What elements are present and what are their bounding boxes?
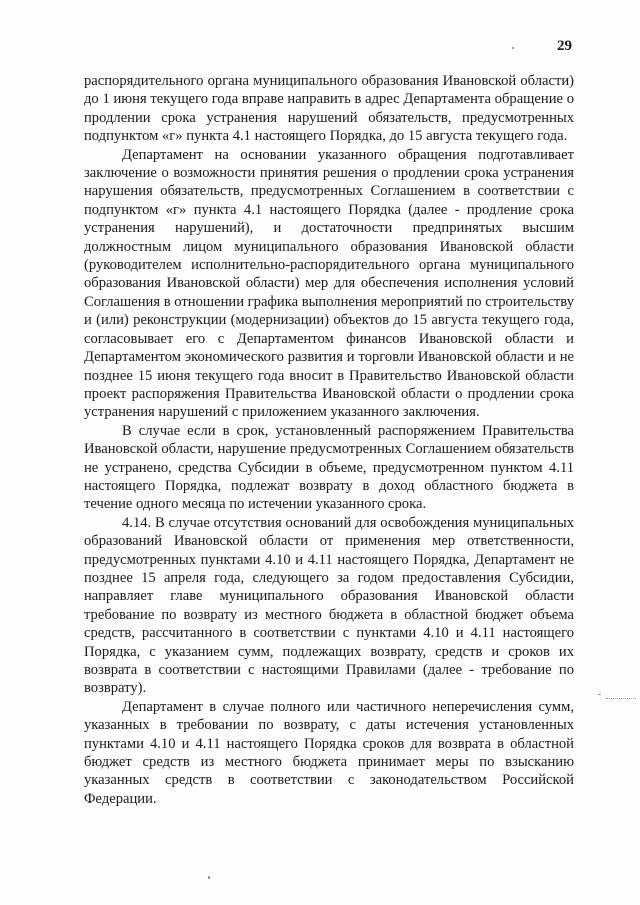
scan-margin-mark (606, 698, 636, 699)
scan-speck (598, 694, 601, 695)
document-body (84, 72, 574, 808)
page-number: 29 (557, 38, 572, 54)
paragraph-continuation: распорядительного органа муниципального образования Ивановской области) до 1 июня текущего года вправе направить в адрес Департамента обращение о продлении срока устранения нарушений обязательств, предусмотренных подпунктом «г» пункта 4.1 настоящего Порядка, до 15 августа текущего года. (84, 73, 574, 145)
scan-speck (512, 47, 514, 49)
paragraph-department-conclusion: Департамент на основании указанного обращения подготавливает заключение о возможности принятия решения о продлении срока устранения нарушения обязательств, предусмотренных Соглашением в соответствии с подпунктом «г» пункта 4.1 настоящего Порядка (далее - продление срока устранения нарушений), и достаточности предпринятых высшим должностным лицом муниципального образования Ивановской области (руководителем исполнительно-распорядительного органа муниципального образования Ивановской области) мер для обеспечения исполнения условий Соглашения в отношении графика выполнения мероприятий по строительству и (или) реконструкции (модернизации) объектов до 15 августа текущего года, согласовывает его с Департаментом финансов Ивановской области и Департаментом экономического развития и торговли Ивановской области и не позднее 15 июня текущего года вносит в Правительство Ивановской области проект распоряжения Правительства Ивановской области о продлении срока устранения нарушений с приложением указанного заключения. (84, 146, 574, 421)
paragraph-subsidy-return: В случае если в срок, установленный распоряжением Правительства Ивановской области, нарушение предусмотренных Соглашением обязательств не устранено, средства Субсидии в объеме, предусмотренном пунктом 4.11 настоящего Порядка, подлежат возврату в доход областного бюджета в течение одного месяца по истечении указанного срока. (84, 422, 574, 513)
paragraph-recovery-measures: Департамент в случае полного или частичного неперечисления сумм, указанных в требовании по возврату, с даты истечения установленных пунктами 4.10 и 4.11 настоящего Порядка сроков для возврата в областной бюджет средств из местного бюджета принимает меры по взысканию указанных средств в соответствии с законодательством Российской Федерации. (84, 698, 574, 807)
scan-speck (208, 876, 210, 879)
paragraph-4-14: 4.14. В случае отсутствия оснований для освобождения муниципальных образований Ивановской области от применения мер ответственности, предусмотренных пунктами 4.10 и 4.11 настоящего Порядка, Департамент не позднее 15 апреля года, следующего за годом предоставления Субсидии, направляет главе муниципального образования Ивановской области требование по возврату из местного бюджета в областной бюджет объема средств, рассчитанного в соответствии с пунктами 4.10 и 4.11 настоящего Порядка, с указанием сумм, подлежащих возврату, средств и сроков их возврата в соответствии с настоящими Правилами (далее - требование по возврату). (84, 514, 574, 697)
